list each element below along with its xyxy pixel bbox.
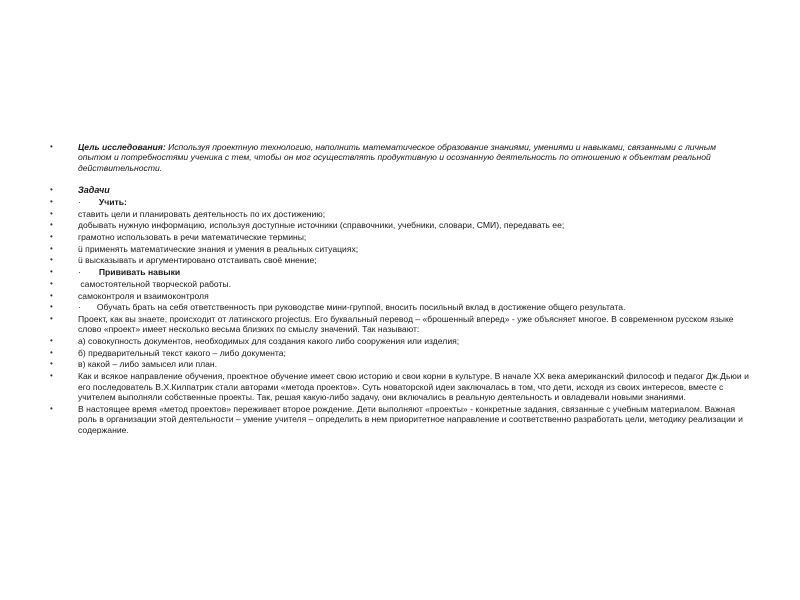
list-item (50, 291, 750, 301)
goal-label: Цель исследования: (78, 142, 166, 152)
bullet-icon: • (50, 142, 53, 151)
list-item-text: грамотно использовать в речи математические термины; (78, 232, 307, 243)
list-item-instill (50, 267, 750, 277)
bullet-icon: • (50, 371, 53, 381)
bullet-icon: • (50, 290, 53, 300)
list-item-text: ставить цели и планировать деятельность по их достижению; (78, 208, 326, 219)
bullet-icon: • (50, 347, 53, 357)
list-item-text: добывать нужную информацию, используя доступные источники (справочники, учебники, словари, СМИ), передавать ее; (78, 220, 565, 231)
paragraph-item (50, 404, 750, 435)
bullet-icon: • (50, 220, 53, 230)
responsibility-text: Обучать брать на себя ответственность при руководстве мини-группой, вносить посильный вклад в достижение общего результата. (96, 302, 626, 313)
paragraph-text: В настоящее время «метод проектов» переживает второе рождение. Дети выполняют «проекты» - конкретные задания, связанные с учебным материалом. Важная роль в организации этой деятельности – умение учителя – определить в нем приоритетное направление и соответственно разработать цели, методику реализации и содержание. (78, 403, 743, 435)
list-item-responsibility (50, 302, 750, 312)
bullet-icon: • (50, 313, 53, 323)
bullet-icon: • (50, 208, 53, 218)
paragraph-text: Проект, как вы знаете, происходит от латинского projectus. Его буквальный перевод – «брошенный вперед» - уже объясняет многое. В современном русском языке слово «проект» имеет несколько весьма близких по смыслу значений. Так называют: (78, 313, 734, 335)
paragraph-item (50, 314, 750, 335)
bullet-icon: • (50, 359, 53, 369)
bullet-icon: • (50, 403, 53, 413)
bullet-icon: • (50, 196, 53, 206)
teach-marker: · (78, 196, 81, 207)
list-item-text: самостоятельной творческой работы. (78, 278, 231, 289)
paragraph-text: а) совокупность документов, необходимых для создания какого либо сооружения или изделия; (78, 336, 460, 347)
bullet-icon: • (50, 302, 53, 312)
bullet-icon: • (50, 336, 53, 346)
list-item-text: самоконтроля и взаимоконтроля (78, 290, 209, 301)
paragraph-text: б) предварительный текст какого – либо документа; (78, 347, 286, 358)
paragraph-item (50, 336, 750, 346)
list-item (50, 232, 750, 242)
list-item-text: ü высказывать и аргументировано отстаивать своё мнение; (78, 255, 317, 266)
bullet-list (50, 142, 750, 435)
list-item-text: ü применять математические знания и умения в реальных ситуациях; (78, 243, 359, 254)
paragraph-item (50, 371, 750, 402)
paragraph-text: в) какой – либо замысел или план. (78, 359, 218, 370)
bullet-icon: • (50, 243, 53, 253)
teach-label: Учить: (98, 196, 127, 207)
list-item-goal (50, 142, 750, 173)
list-item (50, 209, 750, 219)
list-item (50, 279, 750, 289)
goal-text: Используя проектную технологию, наполнить математическое образование знаниями, умениями и навыками, связанными с личным опытом и потребностями ученика с тем, чтобы он мог осуществлять продуктивную и осознанную деятельность по отношению к объектам реальной действительности. (78, 142, 716, 173)
bullet-icon: • (50, 232, 53, 242)
slide-content (50, 142, 750, 436)
list-item (50, 255, 750, 265)
instill-marker: · (78, 267, 81, 278)
list-item (50, 220, 750, 230)
paragraph-text: Как и всякое направление обучения, проектное обучение имеет свою историю и свои корни в культуре. В начале XX века американский философ и педагог Дж.Дьюи и его последователь В.Х.Килпатрик стали авторами «метода проектов». Суть новаторской идеи заключалась в том, что дети, исходя из своих интересов, вместе с учителем выполняли собственные проекты. Так, решая какую-либо задачу, они включались в реальную деятельность и овладевали новыми знаниями. (78, 371, 749, 402)
paragraph-item (50, 348, 750, 358)
paragraph-item (50, 359, 750, 369)
instill-label: Прививать навыки (98, 267, 181, 278)
tasks-heading: Задачи (78, 185, 110, 196)
responsibility-marker: · (78, 302, 81, 313)
list-item (50, 244, 750, 254)
bullet-icon: • (50, 185, 53, 195)
bullet-icon: • (50, 278, 53, 288)
list-item-tasks-heading (50, 185, 750, 195)
bullet-icon: • (50, 255, 53, 265)
list-item-teach (50, 197, 750, 207)
bullet-icon: • (50, 267, 53, 277)
